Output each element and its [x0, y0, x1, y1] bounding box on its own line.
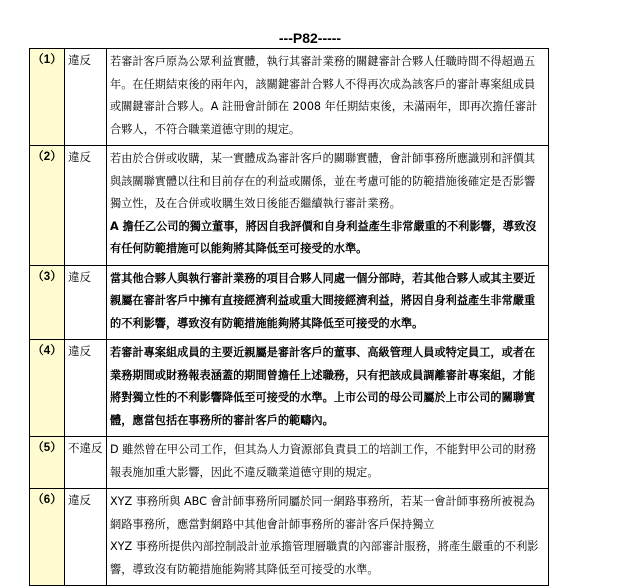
row-verdict: 違反	[65, 489, 107, 586]
answer-table	[29, 48, 549, 586]
row-number: （2）	[30, 146, 65, 266]
explanation-paragraph: 若審計專案組成員的主要近親屬是審計客戶的董事、高級管理人員或特定員工，或者在業務期間或財務報表涵蓋的期間曾擔任上述職務，只有把該成員調離審計專案組，才能將對獨立性的不利影響降低至可接受的水準。上市公司的母公司屬於上市公司的關聯實體，應當包括在事務所的審計客戶的範疇內。	[110, 346, 536, 427]
row-verdict: 違反	[65, 146, 107, 266]
row-verdict: 違反	[65, 49, 107, 146]
row-number: （6）	[30, 489, 65, 586]
row-verdict: 違反	[65, 265, 107, 340]
explanation-paragraph: XYZ 事務所提供內部控制設計並承擔管理層職責的內部審計服務，將產生嚴重的不利影響，導致沒有防範措施能夠將其降低至可接受的水準。	[110, 540, 539, 576]
row-explanation	[107, 146, 549, 266]
row-explanation	[107, 265, 549, 340]
table-row	[30, 489, 549, 586]
explanation-paragraph: XYZ 事務所與 ABC 會計師事務所同屬於同一網路事務所，若某一會計師事務所被視為網路事務所，應當對網路中其他會計師事務所的審計客戶保持獨立	[110, 495, 535, 531]
row-verdict: 違反	[65, 340, 107, 437]
table-row	[30, 437, 549, 489]
row-number: （4）	[30, 340, 65, 437]
row-number: （1）	[30, 49, 65, 146]
row-number: （5）	[30, 437, 65, 489]
explanation-paragraph: 若由於合併或收購，某一實體成為審計客戶的關聯實體，會計師事務所應識別和評價其與該關聯實體以往和目前存在的利益或關係，並在考慮可能的防範措施後確定是否影響獨立性，及在合併或收購生效日後能否繼續執行審計業務。	[110, 152, 536, 210]
table-row	[30, 146, 549, 266]
row-explanation	[107, 340, 549, 437]
table-row	[30, 49, 549, 146]
row-explanation	[107, 49, 549, 146]
explanation-paragraph: A 擔任乙公司的獨立董事，將因自我評價和自身利益產生非常嚴重的不利影響，導致沒有任何防範措施可以能夠將其降低至可接受的水準。	[110, 219, 537, 255]
row-explanation	[107, 437, 549, 489]
answer-table-body	[30, 49, 549, 586]
explanation-paragraph: 當其他合夥人與執行審計業務的項目合夥人同處一個分部時，若其他合夥人或其主要近親屬在審計客戶中擁有直接經濟利益或重大間接經濟利益，將因自身利益產生非常嚴重的不利影響，導致沒有防範措施能夠將其降低至可接受的水準。	[110, 271, 536, 330]
row-verdict: 不違反	[65, 437, 107, 489]
row-number: （3）	[30, 265, 65, 340]
explanation-paragraph: D 雖然曾在甲公司工作，但其為人力資源部負責員工的培訓工作，不能對甲公司的財務報表施加重大影響，因此不違反職業道德守則的規定。	[110, 443, 537, 479]
explanation-paragraph: 若審計客戶原為公眾利益實體，執行其審計業務的關鍵審計合夥人任職時間不得超過五年。在任期結束後的兩年內，該關鍵審計合夥人不得再次成為該客戶的審計專案組成員或關鍵審計合夥人。A 註冊會計師在 2008 年任期結束後，未滿兩年，即再次擔任審計合夥人，不符合職業道德守則的規定。	[110, 55, 538, 136]
table-row	[30, 340, 549, 437]
table-row	[30, 265, 549, 340]
page-label: ---P82-----	[278, 30, 342, 46]
row-explanation	[107, 489, 549, 586]
